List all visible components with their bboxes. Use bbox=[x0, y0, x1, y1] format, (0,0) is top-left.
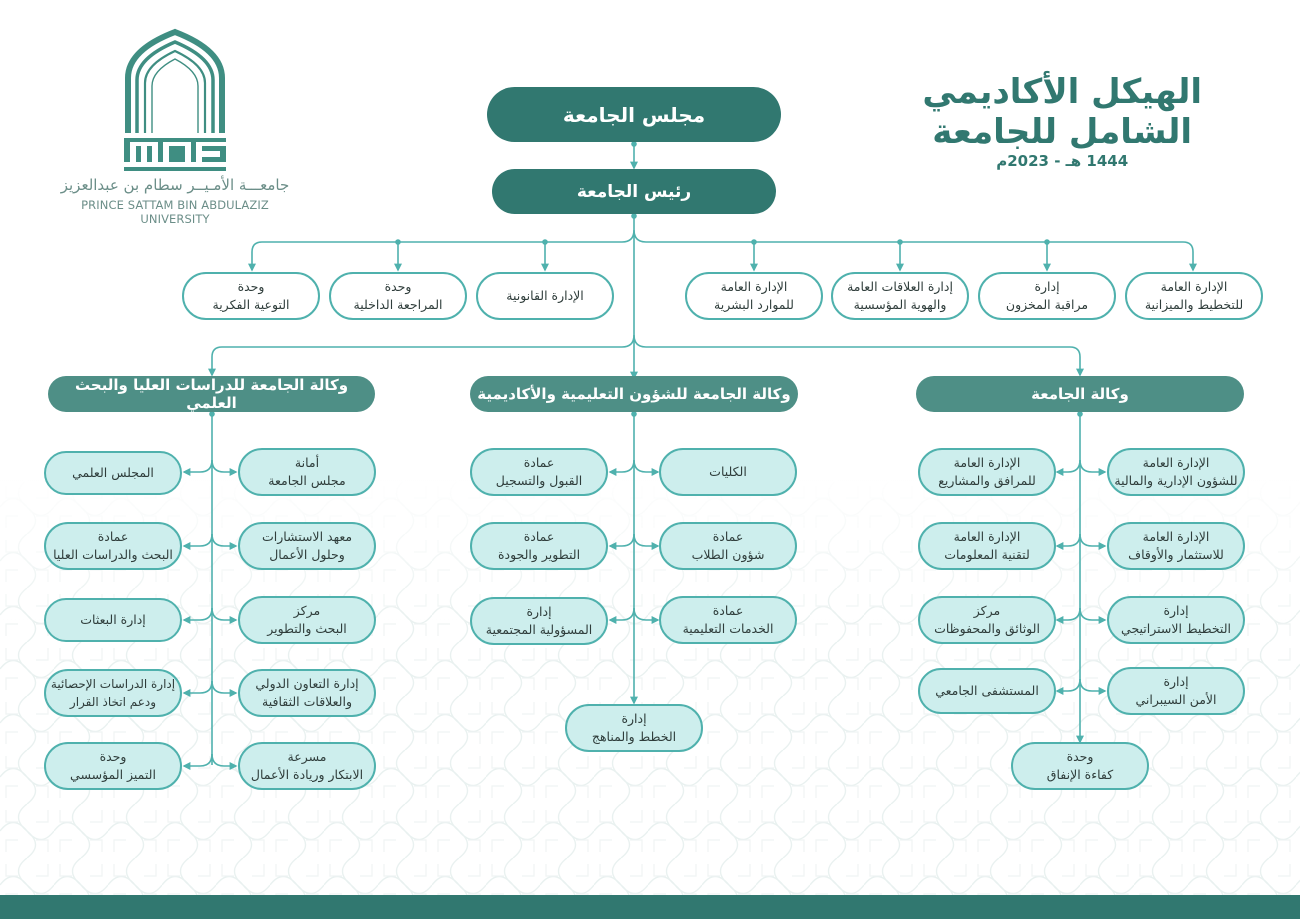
acad-educational-services[interactable]: عمادة الخدمات التعليمية bbox=[659, 596, 797, 644]
grad-council-secretariat[interactable]: أمانة مجلس الجامعة bbox=[238, 448, 376, 496]
grad-research-development-center[interactable]: مركز البحث والتطوير bbox=[238, 596, 376, 644]
univ-strategic-planning[interactable]: إدارة التخطيط الاستراتيجي bbox=[1107, 596, 1245, 644]
acad-development-quality[interactable]: عمادة التطوير والجودة bbox=[470, 522, 608, 570]
acad-community-responsibility[interactable]: إدارة المسؤولية المجتمعية bbox=[470, 597, 608, 645]
univ-cybersecurity[interactable]: إدارة الأمن السيبراني bbox=[1107, 667, 1245, 715]
acad-colleges[interactable]: الكليات bbox=[659, 448, 797, 496]
grad-scholarships[interactable]: إدارة البعثات bbox=[44, 598, 182, 642]
university-council-node[interactable] bbox=[487, 87, 781, 142]
acad-admission-registration[interactable]: عمادة القبول والتسجيل bbox=[470, 448, 608, 496]
logo-english-name: PRINCE SATTAM BIN ABDULAZIZ UNIVERSITY bbox=[81, 198, 269, 226]
logo-arabic-name: جامعـــة الأمـيــر سطام بن عبدالعزيز bbox=[60, 176, 290, 194]
grad-research-graduate-deanship[interactable]: عمادة البحث والدراسات العليا bbox=[44, 522, 182, 570]
grad-institutional-excellence[interactable]: وحدة التميز المؤسسي bbox=[44, 742, 182, 790]
grad-innovation-accelerator[interactable]: مسرعة الابتكار وريادة الأعمال bbox=[238, 742, 376, 790]
unit-intellectual-awareness[interactable]: وحدة التوعية الفكرية bbox=[182, 272, 320, 320]
univ-hospital[interactable]: المستشفى الجامعي bbox=[918, 668, 1056, 714]
acad-student-affairs[interactable]: عمادة شؤون الطلاب bbox=[659, 522, 797, 570]
title-year: 1444 هـ - 2023م bbox=[996, 152, 1129, 170]
vice-agency-university[interactable]: وكالة الجامعة bbox=[916, 376, 1244, 412]
univ-information-technology[interactable]: الإدارة العامة لتقنية المعلومات bbox=[918, 522, 1056, 570]
univ-spending-efficiency[interactable]: وحدة كفاءة الإنفاق bbox=[1011, 742, 1149, 790]
unit-legal-affairs[interactable]: الإدارة القانونية bbox=[476, 272, 614, 320]
univ-admin-finance[interactable]: الإدارة العامة للشؤون الإدارية والمالية bbox=[1107, 448, 1245, 496]
unit-planning-budget[interactable]: الإدارة العامة للتخطيط والميزانية bbox=[1125, 272, 1263, 320]
acad-plans-curricula[interactable]: إدارة الخطط والمناهج bbox=[565, 704, 703, 752]
univ-documents-archives[interactable]: مركز الوثائق والمحفوظات bbox=[918, 596, 1056, 644]
grad-consulting-institute[interactable]: معهد الاستشارات وحلول الأعمال bbox=[238, 522, 376, 570]
vice-agency-academic[interactable]: وكالة الجامعة للشؤون التعليمية والأكاديمية bbox=[470, 376, 798, 412]
unit-inventory-control[interactable]: إدارة مراقبة المخزون bbox=[978, 272, 1116, 320]
univ-facilities-projects[interactable]: الإدارة العامة للمرافق والمشاريع bbox=[918, 448, 1056, 496]
title-line-2: الشامل للجامعة bbox=[932, 112, 1193, 152]
university-president-node[interactable] bbox=[492, 169, 776, 214]
univ-investment-endowments[interactable]: الإدارة العامة للاستثمار والأوقاف bbox=[1107, 522, 1245, 570]
title-line-1: الهيكل الأكاديمي bbox=[922, 72, 1202, 112]
grad-statistical-studies[interactable]: إدارة الدراسات الإحصائية ودعم اتخاذ القرار bbox=[44, 669, 182, 717]
node-label: رئيس الجامعة bbox=[576, 181, 692, 202]
unit-internal-audit[interactable]: وحدة المراجعة الداخلية bbox=[329, 272, 467, 320]
grad-international-cooperation[interactable]: إدارة التعاون الدولي والعلاقات الثقافية bbox=[238, 669, 376, 717]
unit-human-resources[interactable]: الإدارة العامة للموارد البشرية bbox=[685, 272, 823, 320]
node-label: مجلس الجامعة bbox=[562, 102, 706, 127]
vice-agency-graduate-research[interactable]: وكالة الجامعة للدراسات العليا والبحث العلمي bbox=[48, 376, 375, 412]
grad-scientific-council[interactable]: المجلس العلمي bbox=[44, 451, 182, 495]
unit-public-relations[interactable]: إدارة العلاقات العامة والهوية المؤسسية bbox=[831, 272, 969, 320]
